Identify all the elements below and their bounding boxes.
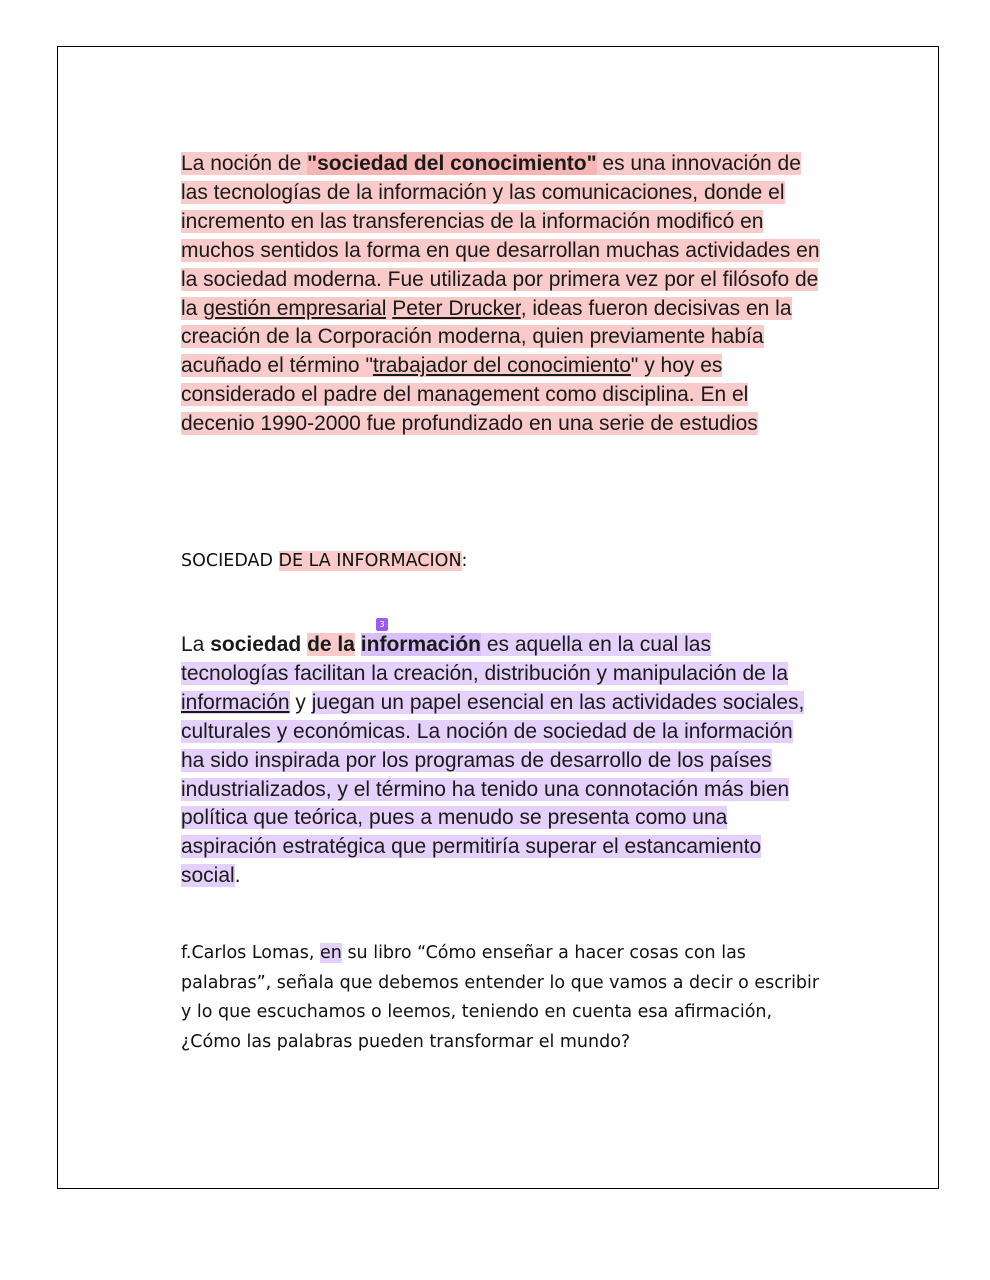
highlight-text: " y hoy es considerado el padre del management como disciplina. En el decenio 1990-2000 fue profundizado en una serie de estudios bbox=[181, 354, 758, 436]
link-trabajador-conocimiento[interactable]: trabajador del conocimiento bbox=[372, 354, 631, 378]
bold-term-sociedad: sociedad bbox=[210, 633, 302, 656]
plain-text: La bbox=[181, 633, 211, 656]
bold-term: "sociedad del conocimiento" bbox=[307, 152, 597, 175]
plain-text: f.Carlos Lomas, bbox=[181, 943, 321, 963]
document-page bbox=[57, 46, 939, 1189]
bold-term-de-la: de la bbox=[307, 633, 355, 656]
plain-text: y bbox=[289, 690, 312, 714]
link-peter-drucker[interactable]: Peter Drucker bbox=[392, 296, 521, 320]
highlight-text: juegan un papel esencial en las actividades sociales, culturales y económicas. La noción de sociedad de la información ha sido inspirada por los programas de desarrollo de los países industrializados, y el término ha tenido una connotación más bien política que teórica, pues a menudo se presenta como una aspiración estratégica que permitiría superar el estancamiento social bbox=[181, 690, 805, 888]
heading-text: SOCIEDAD bbox=[181, 551, 279, 571]
paragraph-sociedad-informacion bbox=[181, 631, 821, 891]
plain-text: . bbox=[234, 864, 241, 888]
plain-text bbox=[355, 633, 361, 656]
link-gestion-empresarial[interactable]: gestión empresarial bbox=[203, 296, 387, 320]
highlight-word: en bbox=[320, 943, 342, 963]
heading-highlight: DE LA INFORMACION bbox=[278, 551, 462, 571]
highlight-text: es aquella en la cual las tecnologías facilitan la creación, distribución y manipulación de la bbox=[181, 633, 789, 685]
section-heading bbox=[181, 547, 467, 575]
bold-term-informacion: información bbox=[360, 633, 481, 656]
highlight-text: es una innovación de las tecnologías de la información y las comunicaciones, donde el incremento en las transferencias de la información modificó en muchos sentidos la forma en que desarrollan muchas actividades en la sociedad moderna. Fue utilizada por primera vez por el filósofo de la bbox=[181, 152, 820, 320]
heading-colon: : bbox=[461, 551, 468, 571]
highlight-text: La noción de bbox=[181, 152, 308, 175]
comment-badge[interactable]: 3 bbox=[376, 618, 388, 631]
plain-text: su libro “Cómo enseñar a hacer cosas con las palabras”, señala que debemos entender lo que vamos a decir o escribir y lo que escuchamos o leemos, teniendo en cuenta esa afirmación, ¿Cómo las palabras pueden transformar el mundo? bbox=[181, 943, 820, 1052]
highlight-text: , ideas fueron decisivas en la creación de la Corporación moderna, quien previamente había acuñado el término " bbox=[181, 296, 792, 378]
paragraph-question bbox=[181, 939, 821, 1057]
link-informacion[interactable]: información bbox=[181, 690, 290, 714]
paragraph-sociedad-conocimiento bbox=[181, 150, 821, 439]
